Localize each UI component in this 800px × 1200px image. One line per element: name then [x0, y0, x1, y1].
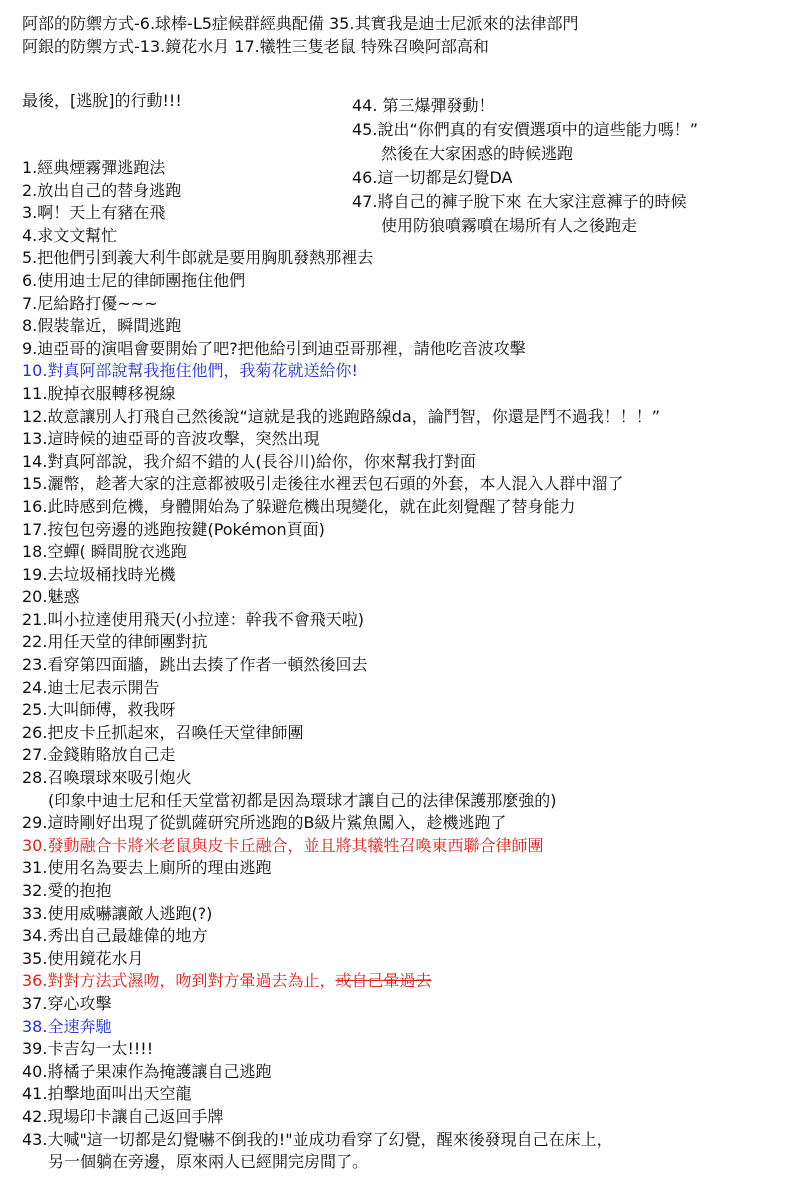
list-item: 33.使用威嚇讓敵人逃跑(?) — [22, 903, 213, 923]
list-item-highlight-red — [22, 970, 797, 993]
list-item-highlight-blue: 10.對真阿部說幫我拖住他們，我菊花就送給你! — [22, 361, 358, 381]
intro-text: 最後，[逃脫]的行動!!! — [22, 91, 182, 110]
strikethrough-text: 或自己暈過去 — [335, 971, 432, 991]
header-line-abe: 阿部的防禦方式-6.球棒-L5症候群經典配備 35.其實我是迪士尼派來的法律部門 — [22, 14, 579, 33]
list-item: 18.空蟬( 瞬間脫衣逃跑 — [22, 542, 187, 562]
list-item: 12.故意讓別人打飛自己然後說“這就是我的逃跑路線da，論鬥智，你還是鬥不過我！！！” — [22, 406, 660, 426]
list-item: 25.大叫師傅，救我呀 — [22, 700, 176, 720]
list-item: 44. 第三爆彈發動！ — [352, 96, 495, 115]
list-item: 20.魅惑 — [22, 587, 80, 607]
list-item: 9.迪亞哥的演唱會要開始了吧?把他給引到迪亞哥那裡，請他吃音波攻擊 — [22, 338, 526, 358]
escape-list — [22, 157, 797, 1174]
header — [22, 12, 578, 58]
list-item: 46.這一切都是幻覺DA — [352, 168, 513, 187]
list-item: 45.說出“你們真的有安價選項中的這些能力嗎！” — [352, 120, 699, 139]
list-item: 16.此時感到危機，身體開始為了躲避危機出現變化，就在此刻覺醒了替身能力 — [22, 496, 576, 516]
list-item: 3.啊！天上有豬在飛 — [22, 203, 166, 223]
list-item: 32.愛的抱抱 — [22, 881, 112, 900]
list-item: 8.假裝靠近，瞬間逃跑 — [22, 316, 182, 336]
list-item: 5.把他們引到義大利牛郎就是要用胸肌發熱那裡去 — [22, 248, 374, 268]
list-item: 35.使用鏡花水月 — [22, 948, 144, 968]
list-item: 26.把皮卡丘抓起來，召喚任天堂律師團 — [22, 722, 304, 742]
list-item: 6.使用迪士尼的律師團拖住他們 — [22, 270, 246, 290]
list-item: 29.這時剛好出現了從凱薩研究所逃跑的B級片鯊魚闖入，趁機逃跑了 — [22, 813, 507, 833]
list-item: 7.尼給路打優~~~ — [22, 293, 158, 313]
list-item-highlight-blue: 38.全速奔馳 — [22, 1016, 112, 1036]
list-item: 19.去垃圾桶找時光機 — [22, 564, 176, 584]
header-line-gin: 阿銀的防禦方式-13.鏡花水月 17.犧牲三隻老鼠 特殊召喚阿部高和 — [22, 37, 489, 56]
list-item: 15.灑幣，趁著大家的注意都被吸引走後往水裡丟包石頭的外套，本人混入人群中溜了 — [22, 474, 624, 494]
list-item-continuation: 然後在大家困惑的時候逃跑 — [381, 144, 574, 163]
list-item: 21.叫小拉達使用飛天(小拉達：幹我不會飛天啦) — [22, 609, 364, 629]
list-item: 39.卡吉勾一太!!!! — [22, 1039, 154, 1059]
list-item: 2.放出自己的替身逃跑 — [22, 180, 182, 200]
list-item-text: 36.對對方法式濕吻，吻到對方暈過去為止， — [22, 971, 336, 991]
list-item: 43.大喊"這一切都是幻覺嚇不倒我的!"並成功看穿了幻覺，醒來後發現自己在床上， — [22, 1129, 613, 1149]
list-item-continuation: 使用防狼噴霧噴在場所有人之後跑走 — [381, 216, 638, 235]
list-item: 11.脫掉衣服轉移視線 — [22, 383, 176, 403]
list-item-highlight-red: 30.發動融合卡將米老鼠與皮卡丘融合，並且將其犧牲召喚東西聯合律師團 — [22, 835, 544, 855]
list-item-continuation: 另一個躺在旁邊，原來兩人已經開完房間了。 — [48, 1152, 369, 1172]
list-item: 1.經典煙霧彈逃跑法 — [22, 158, 166, 177]
list-item: 40.將橘子果凍作為掩護讓自己逃跑 — [22, 1061, 272, 1081]
list-item: 41.拍擊地面叫出天空龍 — [22, 1084, 192, 1104]
list-item: 17.按包包旁邊的逃跑按鍵(Pokémon頁面) — [22, 519, 325, 539]
list-item: 37.穿心攻擊 — [22, 993, 112, 1013]
list-item-continuation: (印象中迪士尼和任天堂當初都是因為環球才讓自己的法律保護那麼強的) — [48, 790, 557, 810]
list-item: 23.看穿第四面牆，跳出去揍了作者一頓然後回去 — [22, 655, 368, 675]
list-item: 31.使用名為要去上廁所的理由逃跑 — [22, 858, 272, 878]
list-item: 4.求文文幫忙 — [22, 225, 118, 245]
list-item: 28.召喚環球來吸引炮火 — [22, 768, 192, 788]
list-item: 24.迪士尼表示開告 — [22, 677, 160, 697]
list-item: 27.金錢賄賂放自己走 — [22, 745, 176, 765]
list-item: 47.將自己的褲子脫下來 在大家注意褲子的時候 — [352, 192, 687, 211]
list-item: 42.現場印卡讓自己返回手牌 — [22, 1106, 224, 1126]
list-item: 13.這時候的迪亞哥的音波攻擊，突然出現 — [22, 429, 320, 449]
list-item: 34.秀出自己最雄偉的地方 — [22, 926, 208, 946]
list-item: 22.用任天堂的律師團對抗 — [22, 632, 208, 652]
list-item: 14.對真阿部說，我介紹不錯的人(長谷川)給你，你來幫我打對面 — [22, 451, 476, 471]
